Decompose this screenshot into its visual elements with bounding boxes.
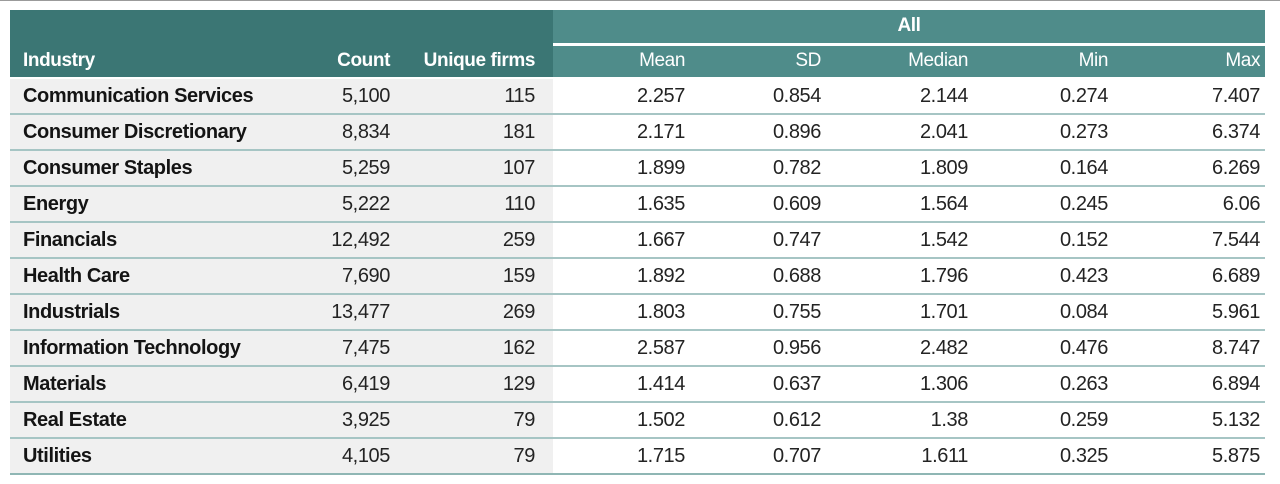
table-row [10, 366, 1265, 402]
table-row [10, 258, 1265, 294]
sd-cell: 0.956 [695, 330, 837, 366]
max-cell: 6.269 [1122, 150, 1265, 186]
industry-cell: Consumer Discretionary [10, 114, 310, 150]
unique-firms-cell: 259 [400, 222, 553, 258]
max-cell: 5.961 [1122, 294, 1265, 330]
header-left-spacer [10, 10, 553, 44]
table-header [10, 10, 1265, 78]
mean-cell: 1.803 [553, 294, 695, 330]
industry-cell: Energy [10, 186, 310, 222]
count-cell: 6,419 [310, 366, 400, 402]
unique-firms-cell: 79 [400, 402, 553, 438]
mean-cell: 1.892 [553, 258, 695, 294]
sd-cell: 0.782 [695, 150, 837, 186]
sd-cell: 0.637 [695, 366, 837, 402]
min-cell: 0.164 [980, 150, 1122, 186]
sd-cell: 0.609 [695, 186, 837, 222]
col-header-min: Min [980, 44, 1122, 78]
column-header-row [10, 44, 1265, 78]
unique-firms-cell: 159 [400, 258, 553, 294]
col-header-sd: SD [695, 44, 837, 78]
median-cell: 1.611 [837, 438, 980, 474]
unique-firms-cell: 269 [400, 294, 553, 330]
mean-cell: 1.667 [553, 222, 695, 258]
sd-cell: 0.612 [695, 402, 837, 438]
col-header-count: Count [310, 44, 400, 78]
unique-firms-cell: 110 [400, 186, 553, 222]
industry-cell: Utilities [10, 438, 310, 474]
col-header-unique-firms: Unique firms [400, 44, 553, 78]
col-header-mean: Mean [553, 44, 695, 78]
count-cell: 5,259 [310, 150, 400, 186]
count-cell: 7,475 [310, 330, 400, 366]
max-cell: 7.544 [1122, 222, 1265, 258]
max-cell: 6.689 [1122, 258, 1265, 294]
sd-cell: 0.854 [695, 78, 837, 114]
max-cell: 5.132 [1122, 402, 1265, 438]
count-cell: 3,925 [310, 402, 400, 438]
mean-cell: 2.171 [553, 114, 695, 150]
industry-cell: Industrials [10, 294, 310, 330]
industry-cell: Health Care [10, 258, 310, 294]
median-cell: 1.796 [837, 258, 980, 294]
max-cell: 8.747 [1122, 330, 1265, 366]
col-header-max: Max [1122, 44, 1265, 78]
count-cell: 5,222 [310, 186, 400, 222]
count-cell: 7,690 [310, 258, 400, 294]
industry-cell: Real Estate [10, 402, 310, 438]
max-cell: 6.06 [1122, 186, 1265, 222]
table-row [10, 438, 1265, 474]
unique-firms-cell: 162 [400, 330, 553, 366]
mean-cell: 1.502 [553, 402, 695, 438]
mean-cell: 1.635 [553, 186, 695, 222]
group-header-row [10, 10, 1265, 44]
min-cell: 0.084 [980, 294, 1122, 330]
max-cell: 6.894 [1122, 366, 1265, 402]
industry-cell: Consumer Staples [10, 150, 310, 186]
count-cell: 5,100 [310, 78, 400, 114]
table-body [10, 78, 1265, 474]
table-row [10, 402, 1265, 438]
min-cell: 0.423 [980, 258, 1122, 294]
mean-cell: 1.715 [553, 438, 695, 474]
table-row [10, 150, 1265, 186]
col-header-industry: Industry [10, 44, 310, 78]
sd-cell: 0.707 [695, 438, 837, 474]
table-row [10, 330, 1265, 366]
sd-cell: 0.896 [695, 114, 837, 150]
group-header-all: All [553, 10, 1265, 44]
mean-cell: 2.257 [553, 78, 695, 114]
unique-firms-cell: 107 [400, 150, 553, 186]
min-cell: 0.274 [980, 78, 1122, 114]
max-cell: 6.374 [1122, 114, 1265, 150]
sd-cell: 0.755 [695, 294, 837, 330]
min-cell: 0.259 [980, 402, 1122, 438]
table-row [10, 294, 1265, 330]
count-cell: 12,492 [310, 222, 400, 258]
min-cell: 0.245 [980, 186, 1122, 222]
sd-cell: 0.747 [695, 222, 837, 258]
median-cell: 2.041 [837, 114, 980, 150]
min-cell: 0.476 [980, 330, 1122, 366]
count-cell: 8,834 [310, 114, 400, 150]
median-cell: 1.701 [837, 294, 980, 330]
mean-cell: 2.587 [553, 330, 695, 366]
table-row [10, 186, 1265, 222]
table-row [10, 222, 1265, 258]
median-cell: 1.809 [837, 150, 980, 186]
unique-firms-cell: 115 [400, 78, 553, 114]
median-cell: 1.542 [837, 222, 980, 258]
max-cell: 7.407 [1122, 78, 1265, 114]
industry-cell: Financials [10, 222, 310, 258]
industry-summary-table [10, 10, 1265, 475]
unique-firms-cell: 181 [400, 114, 553, 150]
median-cell: 2.144 [837, 78, 980, 114]
min-cell: 0.263 [980, 366, 1122, 402]
median-cell: 1.564 [837, 186, 980, 222]
table-row [10, 78, 1265, 114]
industry-cell: Materials [10, 366, 310, 402]
unique-firms-cell: 129 [400, 366, 553, 402]
mean-cell: 1.899 [553, 150, 695, 186]
median-cell: 2.482 [837, 330, 980, 366]
count-cell: 13,477 [310, 294, 400, 330]
industry-cell: Information Technology [10, 330, 310, 366]
median-cell: 1.38 [837, 402, 980, 438]
sd-cell: 0.688 [695, 258, 837, 294]
col-header-median: Median [837, 44, 980, 78]
count-cell: 4,105 [310, 438, 400, 474]
unique-firms-cell: 79 [400, 438, 553, 474]
top-rule [0, 0, 1280, 1]
table-row [10, 114, 1265, 150]
min-cell: 0.273 [980, 114, 1122, 150]
max-cell: 5.875 [1122, 438, 1265, 474]
min-cell: 0.152 [980, 222, 1122, 258]
mean-cell: 1.414 [553, 366, 695, 402]
min-cell: 0.325 [980, 438, 1122, 474]
median-cell: 1.306 [837, 366, 980, 402]
industry-cell: Communication Services [10, 78, 310, 114]
